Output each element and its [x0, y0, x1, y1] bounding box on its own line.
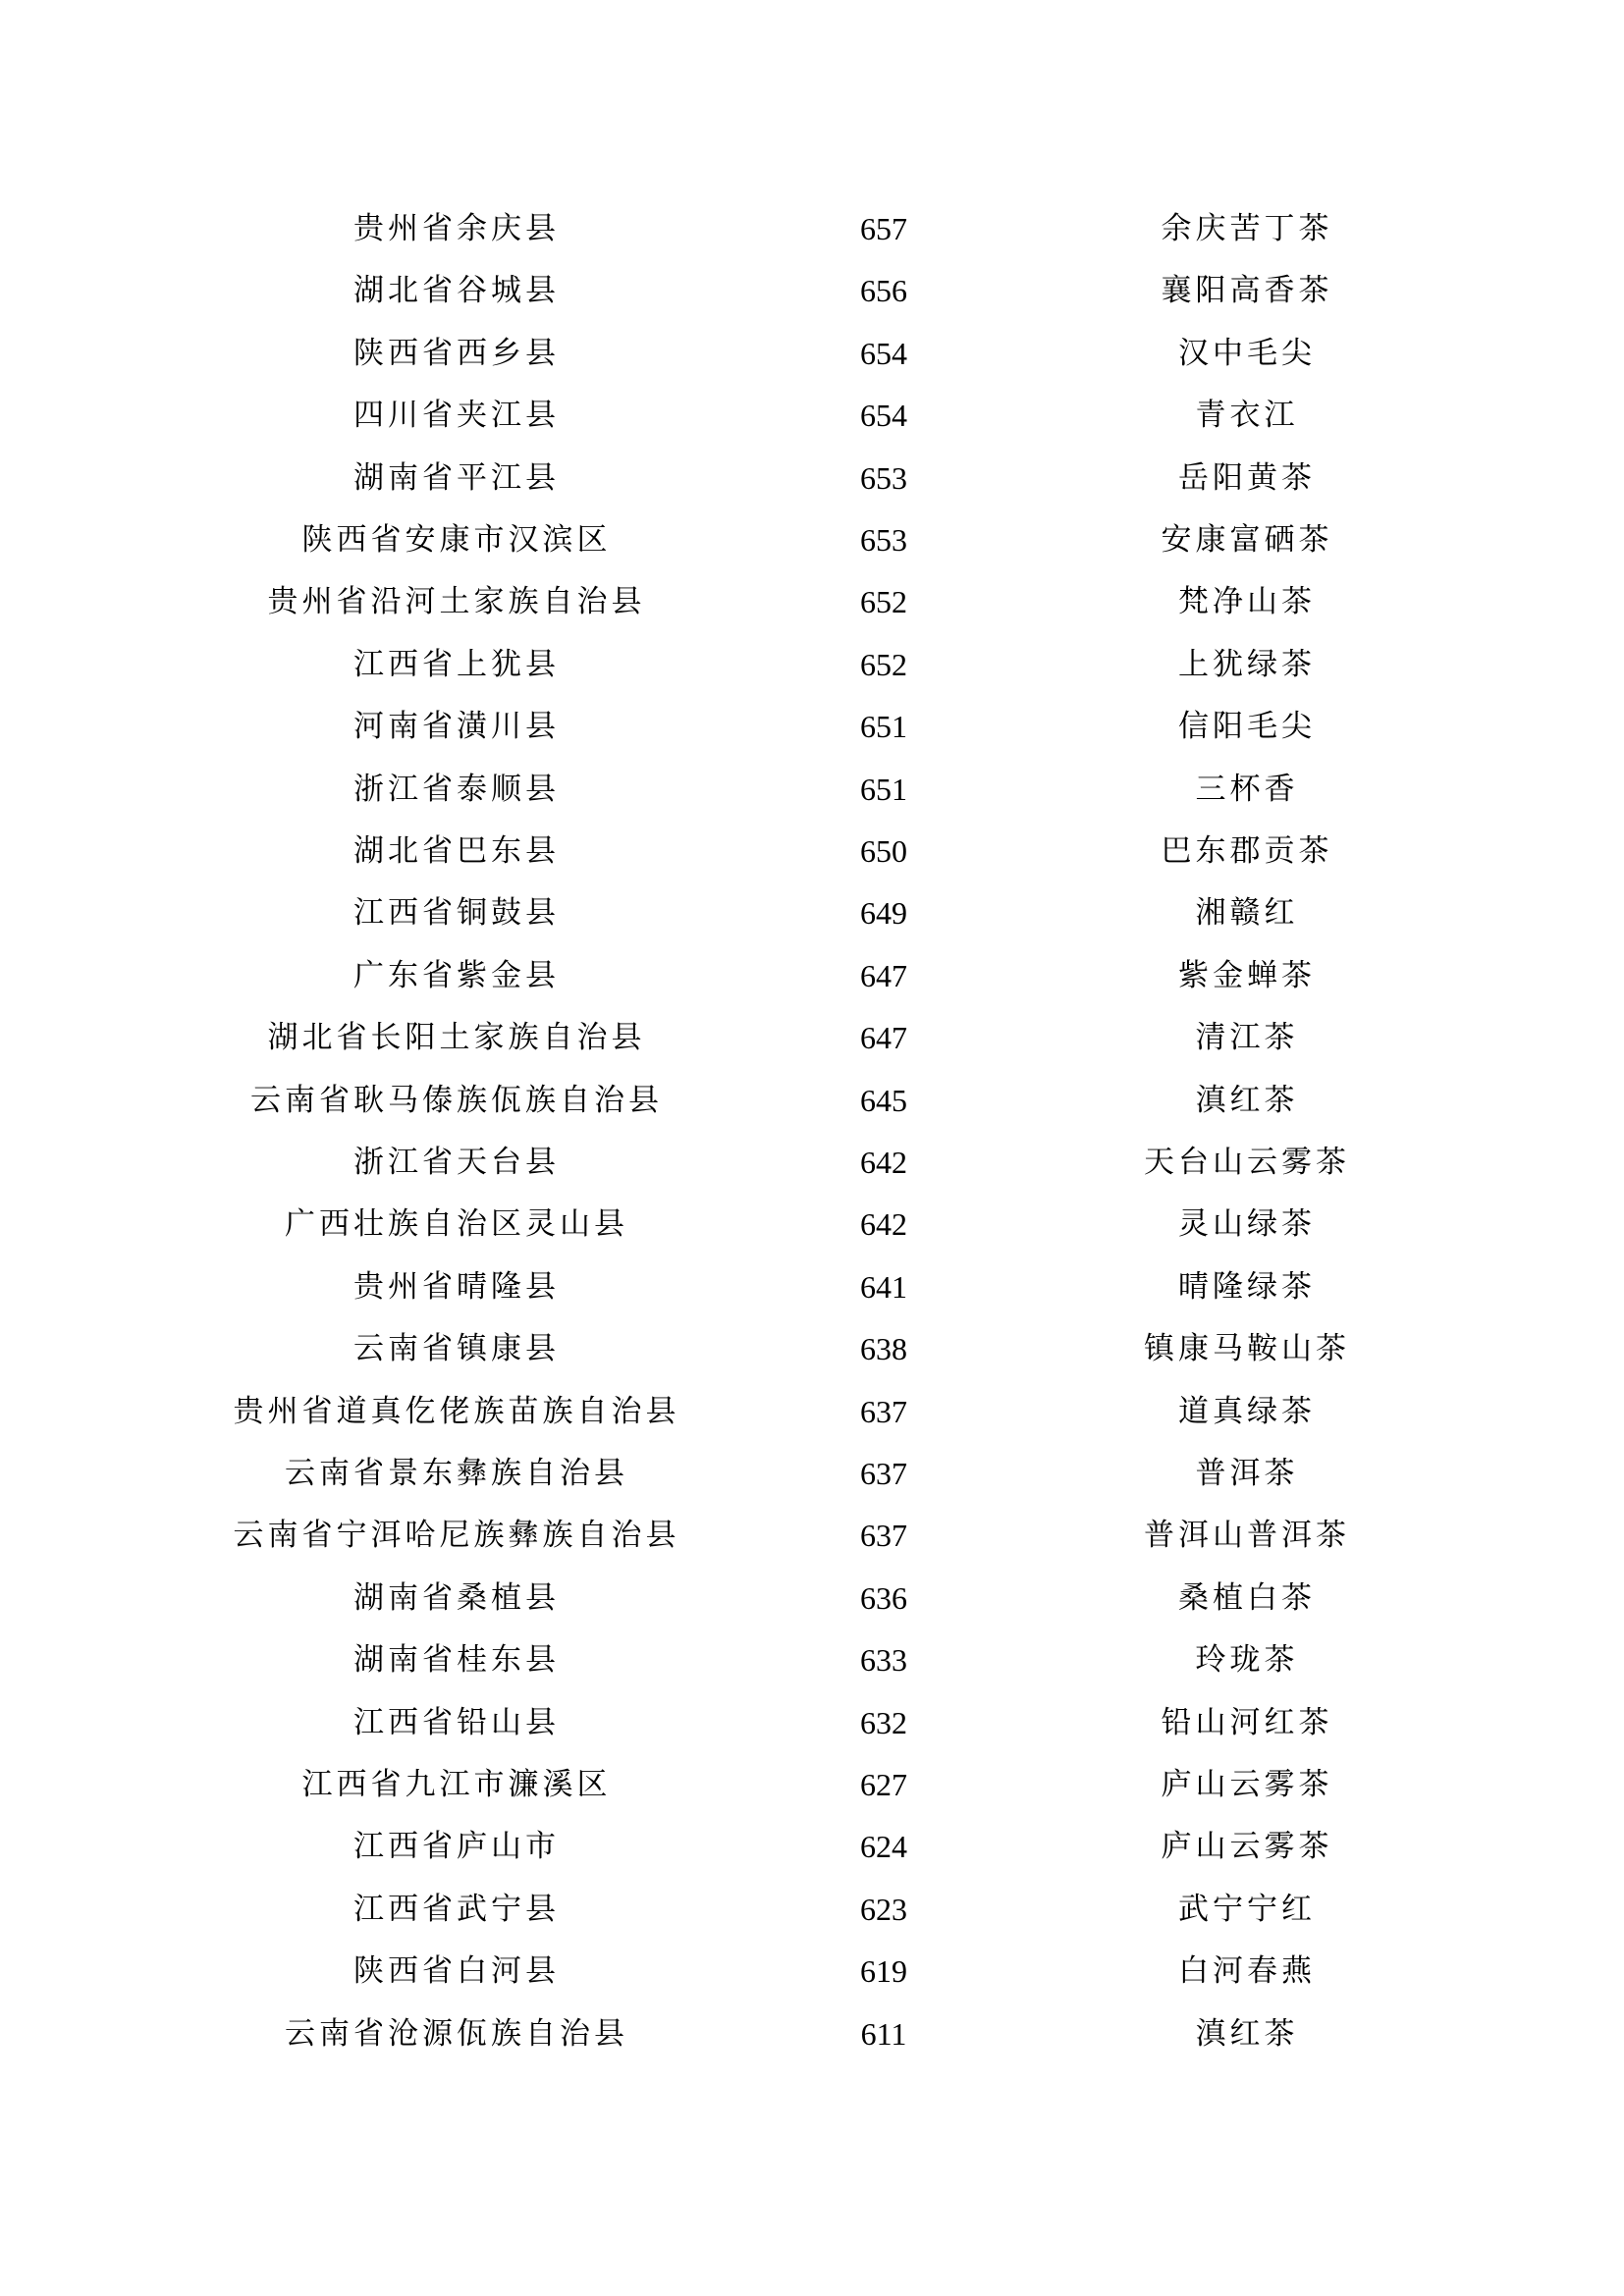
table-row [0, 1568, 1624, 1629]
table-row [0, 1692, 1624, 1754]
table-row [0, 1070, 1624, 1132]
brand-cell: 襄阳高香茶 [1161, 273, 1333, 309]
region-cell: 浙江省天台县 [353, 1145, 560, 1180]
region-cell: 湖南省桑植县 [353, 1579, 560, 1616]
brand-cell: 晴隆绿茶 [1178, 1268, 1316, 1305]
score-cell: 632 [860, 1704, 907, 1740]
score-cell: 633 [860, 1642, 907, 1679]
brand-cell: 湘赣红 [1195, 895, 1299, 932]
score-cell: 652 [860, 646, 907, 682]
brand-cell: 庐山云雾茶 [1161, 1767, 1333, 1802]
table-row [0, 1443, 1624, 1505]
table-row [0, 198, 1624, 260]
region-cell: 贵州省沿河土家族自治县 [267, 584, 646, 620]
table-row [0, 1318, 1624, 1380]
region-cell: 云南省宁洱哈尼族彝族自治县 [233, 1518, 680, 1554]
table-row [0, 509, 1624, 571]
region-cell: 江西省铜鼓县 [353, 895, 560, 932]
region-cell: 湖北省巴东县 [353, 833, 560, 869]
table-row [0, 1256, 1624, 1318]
score-cell: 636 [860, 1579, 907, 1616]
region-cell: 河南省潢川县 [353, 709, 560, 745]
table-row [0, 1194, 1624, 1255]
score-cell: 651 [860, 709, 907, 745]
score-cell: 649 [860, 895, 907, 932]
brand-cell: 上犹绿茶 [1178, 646, 1316, 682]
brand-cell: 庐山云雾茶 [1161, 1829, 1333, 1865]
score-cell: 653 [860, 459, 907, 496]
region-cell: 云南省耿马傣族佤族自治县 [250, 1082, 663, 1118]
region-cell: 江西省九江市濂溪区 [301, 1767, 612, 1802]
region-cell: 四川省夹江县 [353, 398, 560, 434]
region-cell: 广西壮族自治区灵山县 [285, 1206, 628, 1243]
brand-cell: 余庆苦丁茶 [1161, 211, 1333, 246]
brand-cell: 普洱茶 [1195, 1456, 1299, 1491]
brand-cell: 滇红茶 [1195, 1082, 1299, 1118]
brand-cell: 梵净山茶 [1178, 584, 1316, 620]
region-cell: 贵州省余庆县 [353, 211, 560, 246]
score-cell: 611 [860, 2015, 907, 2052]
region-cell: 云南省镇康县 [353, 1331, 560, 1367]
table-row [0, 1505, 1624, 1567]
table-row [0, 1816, 1624, 1878]
table-row [0, 448, 1624, 509]
brand-cell: 武宁宁红 [1178, 1891, 1316, 1927]
score-cell: 645 [860, 1082, 907, 1118]
brand-cell: 白河春燕 [1178, 1953, 1316, 1990]
region-cell: 江西省庐山市 [353, 1829, 560, 1865]
score-cell: 653 [860, 522, 907, 558]
region-cell: 湖南省平江县 [353, 459, 560, 496]
score-cell: 642 [860, 1145, 907, 1180]
table-row [0, 945, 1624, 1007]
brand-cell: 青衣江 [1195, 398, 1299, 434]
brand-cell: 巴东郡贡茶 [1161, 833, 1333, 869]
brand-cell: 玲珑茶 [1195, 1642, 1299, 1679]
region-cell: 贵州省晴隆县 [353, 1268, 560, 1305]
table-row [0, 1629, 1624, 1691]
score-cell: 657 [860, 211, 907, 246]
table-row [0, 1381, 1624, 1443]
region-cell: 江西省上犹县 [353, 646, 560, 682]
region-cell: 云南省沧源佤族自治县 [285, 2015, 628, 2052]
score-cell: 651 [860, 771, 907, 807]
region-cell: 陕西省西乡县 [353, 335, 560, 371]
score-cell: 650 [860, 833, 907, 869]
brand-cell: 桑植白茶 [1178, 1579, 1316, 1616]
region-cell: 云南省景东彝族自治县 [285, 1456, 628, 1491]
region-cell: 江西省铅山县 [353, 1704, 560, 1740]
region-cell: 广东省紫金县 [353, 957, 560, 993]
score-cell: 637 [860, 1518, 907, 1554]
brand-cell: 滇红茶 [1195, 2015, 1299, 2052]
brand-cell: 道真绿茶 [1178, 1393, 1316, 1429]
brand-cell: 清江茶 [1195, 1020, 1299, 1056]
table-row [0, 323, 1624, 385]
score-cell: 642 [860, 1206, 907, 1243]
table-row [0, 571, 1624, 633]
region-cell: 陕西省安康市汉滨区 [301, 522, 612, 558]
score-cell: 654 [860, 335, 907, 371]
table-row [0, 1941, 1624, 2002]
region-cell: 湖北省长阳土家族自治县 [267, 1020, 646, 1056]
brand-cell: 三杯香 [1195, 771, 1299, 807]
brand-cell: 铅山河红茶 [1161, 1704, 1333, 1740]
score-cell: 656 [860, 273, 907, 309]
table-row [0, 821, 1624, 882]
score-cell: 627 [860, 1767, 907, 1802]
table-row [0, 759, 1624, 821]
brand-cell: 镇康马鞍山茶 [1144, 1331, 1350, 1367]
brand-cell: 灵山绿茶 [1178, 1206, 1316, 1243]
score-cell: 624 [860, 1829, 907, 1865]
table-row [0, 882, 1624, 944]
brand-cell: 岳阳黄茶 [1178, 459, 1316, 496]
region-cell: 湖北省谷城县 [353, 273, 560, 309]
region-cell: 浙江省泰顺县 [353, 771, 560, 807]
score-cell: 638 [860, 1331, 907, 1367]
region-cell: 江西省武宁县 [353, 1891, 560, 1927]
score-cell: 637 [860, 1393, 907, 1429]
score-cell: 654 [860, 398, 907, 434]
score-cell: 637 [860, 1456, 907, 1491]
score-cell: 652 [860, 584, 907, 620]
table-row [0, 634, 1624, 696]
score-cell: 641 [860, 1268, 907, 1305]
brand-cell: 安康富硒茶 [1161, 522, 1333, 558]
brand-cell: 天台山云雾茶 [1144, 1145, 1350, 1180]
table-row [0, 260, 1624, 322]
brand-cell: 紫金蝉茶 [1178, 957, 1316, 993]
brand-cell: 信阳毛尖 [1178, 709, 1316, 745]
table-row [0, 385, 1624, 447]
table-row [0, 2003, 1624, 2065]
table-row [0, 1879, 1624, 1941]
brand-cell: 汉中毛尖 [1178, 335, 1316, 371]
score-cell: 623 [860, 1891, 907, 1927]
score-cell: 647 [860, 957, 907, 993]
table-row [0, 1754, 1624, 1816]
brand-cell: 普洱山普洱茶 [1144, 1518, 1350, 1554]
table-row [0, 1007, 1624, 1069]
score-cell: 647 [860, 1020, 907, 1056]
region-cell: 贵州省道真仡佬族苗族自治县 [233, 1393, 680, 1429]
table-row [0, 1132, 1624, 1194]
score-cell: 619 [860, 1953, 907, 1990]
table-row [0, 696, 1624, 758]
region-cell: 湖南省桂东县 [353, 1642, 560, 1679]
region-cell: 陕西省白河县 [353, 1953, 560, 1990]
